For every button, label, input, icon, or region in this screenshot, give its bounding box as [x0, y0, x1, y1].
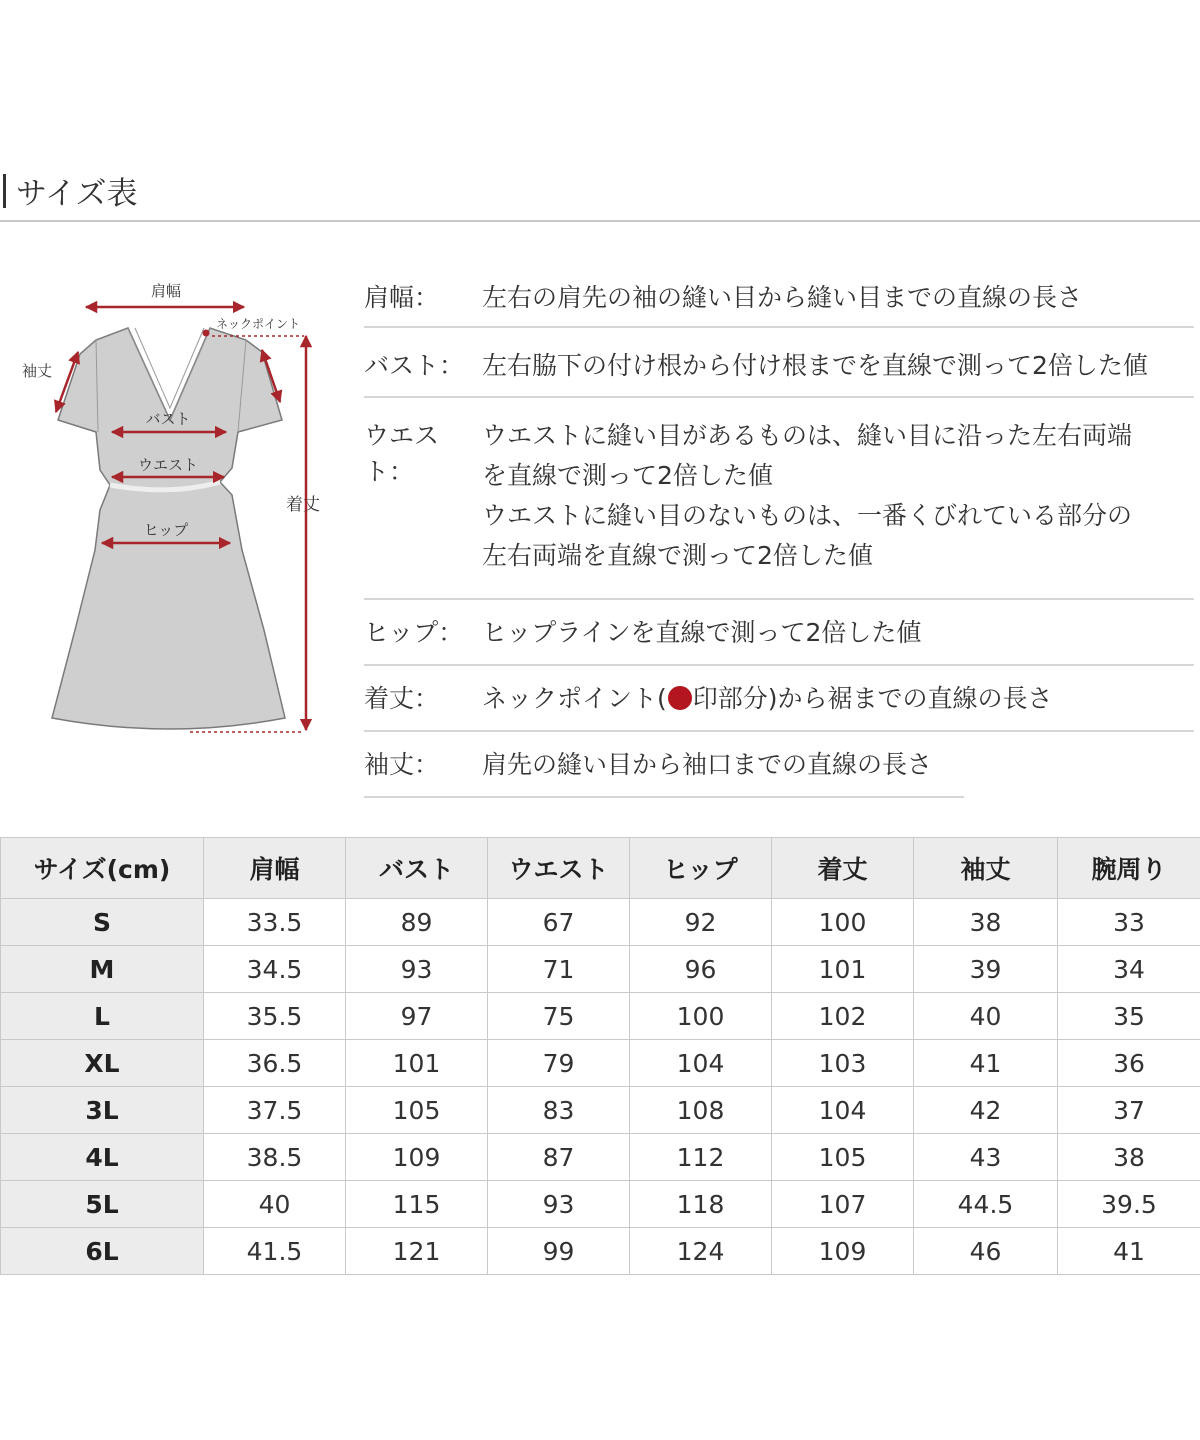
table-cell: 39	[914, 946, 1058, 993]
table-row	[1, 899, 1200, 946]
table-row	[1, 1134, 1200, 1181]
definition-term: ヒップ：	[364, 618, 464, 647]
table-cell: 41	[914, 1040, 1058, 1087]
table-cell: 101	[772, 946, 914, 993]
table-row	[1, 1087, 1200, 1134]
column-header: バスト	[346, 838, 488, 899]
section-header	[0, 166, 1200, 222]
table-cell: 40	[204, 1181, 346, 1228]
table-cell: 104	[772, 1087, 914, 1134]
table-cell: 121	[346, 1228, 488, 1275]
table-cell: 39.5	[1058, 1181, 1200, 1228]
column-header: 着丈	[772, 838, 914, 899]
table-cell: 109	[772, 1228, 914, 1275]
table-cell: 97	[346, 993, 488, 1040]
table-cell: 109	[346, 1134, 488, 1181]
table-cell: 71	[488, 946, 630, 993]
table-cell: 101	[346, 1040, 488, 1087]
table-cell: 37	[1058, 1087, 1200, 1134]
hip-label: ヒップ	[143, 521, 189, 539]
size-cell: S	[1, 899, 204, 946]
definition-desc: 肩先の縫い目から袖口までの直線の長さ	[482, 750, 933, 779]
column-header: サイズ(cm)	[1, 838, 204, 899]
table-row	[1, 946, 1200, 993]
table-cell: 89	[346, 899, 488, 946]
table-cell: 87	[488, 1134, 630, 1181]
table-cell: 33	[1058, 899, 1200, 946]
size-cell: 3L	[1, 1087, 204, 1134]
table-cell: 83	[488, 1087, 630, 1134]
table-cell: 92	[630, 899, 772, 946]
table-cell: 93	[346, 946, 488, 993]
measurement-definitions	[364, 270, 1194, 798]
table-cell: 38	[1058, 1134, 1200, 1181]
sleeve-label: 袖丈	[22, 362, 53, 380]
table-row	[1, 1040, 1200, 1087]
definition-length	[364, 666, 1194, 732]
definition-term: 袖丈：	[364, 750, 440, 779]
table-cell: 43	[914, 1134, 1058, 1181]
table-cell: 100	[630, 993, 772, 1040]
table-cell: 103	[772, 1040, 914, 1087]
definition-desc: ウエストに縫い目があるものは、縫い目に沿った左右両端 を直線で測って2倍した値 ウエストに縫い目のないものは、一番くびれている部分の 左右両端を直線で測って2倍した値	[482, 421, 1133, 570]
title-accent-bar	[3, 174, 6, 208]
size-cell: 4L	[1, 1134, 204, 1181]
table-cell: 34	[1058, 946, 1200, 993]
definition-term: 着丈：	[364, 684, 440, 713]
neck-point-dot-icon	[668, 686, 692, 710]
column-header: 袖丈	[914, 838, 1058, 899]
table-cell: 36	[1058, 1040, 1200, 1087]
table-cell: 79	[488, 1040, 630, 1087]
table-cell: 40	[914, 993, 1058, 1040]
definition-term: バスト：	[364, 351, 465, 380]
table-cell: 124	[630, 1228, 772, 1275]
table-row	[1, 993, 1200, 1040]
size-cell: XL	[1, 1040, 204, 1087]
table-cell: 33.5	[204, 899, 346, 946]
table-cell: 99	[488, 1228, 630, 1275]
neck-point-label: ネックポイント	[216, 317, 301, 331]
table-cell: 105	[772, 1134, 914, 1181]
bust-label: バスト	[145, 410, 191, 428]
definition-desc: ネックポイント( 印部分)から裾までの直線の長さ	[482, 684, 1053, 713]
table-cell: 75	[488, 993, 630, 1040]
table-cell: 96	[630, 946, 772, 993]
table-cell: 42	[914, 1087, 1058, 1134]
definition-desc: 左右の肩先の袖の縫い目から縫い目までの直線の長さ	[482, 283, 1083, 312]
garment-diagram	[0, 270, 350, 750]
table-cell: 107	[772, 1181, 914, 1228]
table-cell: 35.5	[204, 993, 346, 1040]
table-cell: 100	[772, 899, 914, 946]
table-cell: 35	[1058, 993, 1200, 1040]
shoulder-label: 肩幅	[150, 282, 182, 300]
definition-shoulder	[364, 270, 1194, 328]
table-cell: 34.5	[204, 946, 346, 993]
table-cell: 46	[914, 1228, 1058, 1275]
definition-bust	[364, 328, 1194, 398]
definition-desc: ヒップラインを直線で測って2倍した値	[482, 618, 922, 647]
table-cell: 41	[1058, 1228, 1200, 1275]
table-cell: 104	[630, 1040, 772, 1087]
table-cell: 36.5	[204, 1040, 346, 1087]
size-table	[0, 837, 1200, 1275]
table-cell: 67	[488, 899, 630, 946]
column-header: ウエスト	[488, 838, 630, 899]
table-row	[1, 1181, 1200, 1228]
table-cell: 112	[630, 1134, 772, 1181]
length-label: 着丈	[286, 495, 320, 515]
definition-term: ウエスト：	[364, 421, 440, 486]
table-cell: 37.5	[204, 1087, 346, 1134]
table-cell: 93	[488, 1181, 630, 1228]
table-cell: 118	[630, 1181, 772, 1228]
definition-hip	[364, 600, 1194, 666]
dress-illustration-icon	[0, 270, 350, 750]
table-cell: 41.5	[204, 1228, 346, 1275]
definition-desc: 左右脇下の付け根から付け根までを直線で測って2倍した値	[482, 351, 1148, 380]
table-cell: 38	[914, 899, 1058, 946]
definition-waist	[364, 398, 1194, 600]
definition-term: 肩幅：	[364, 283, 440, 312]
size-cell: 5L	[1, 1181, 204, 1228]
table-row	[1, 1228, 1200, 1275]
table-cell: 38.5	[204, 1134, 346, 1181]
page-title: サイズ表	[16, 176, 138, 212]
table-cell: 44.5	[914, 1181, 1058, 1228]
waist-label: ウエスト	[137, 456, 199, 474]
size-cell: M	[1, 946, 204, 993]
table-cell: 105	[346, 1087, 488, 1134]
size-cell: 6L	[1, 1228, 204, 1275]
table-cell: 102	[772, 993, 914, 1040]
neck-point-marker	[203, 330, 210, 337]
column-header: ヒップ	[630, 838, 772, 899]
table-cell: 115	[346, 1181, 488, 1228]
table-cell: 108	[630, 1087, 772, 1134]
size-cell: L	[1, 993, 204, 1040]
table-header-row	[1, 838, 1200, 899]
column-header: 腕周り	[1058, 838, 1200, 899]
definition-sleeve	[364, 732, 964, 798]
column-header: 肩幅	[204, 838, 346, 899]
